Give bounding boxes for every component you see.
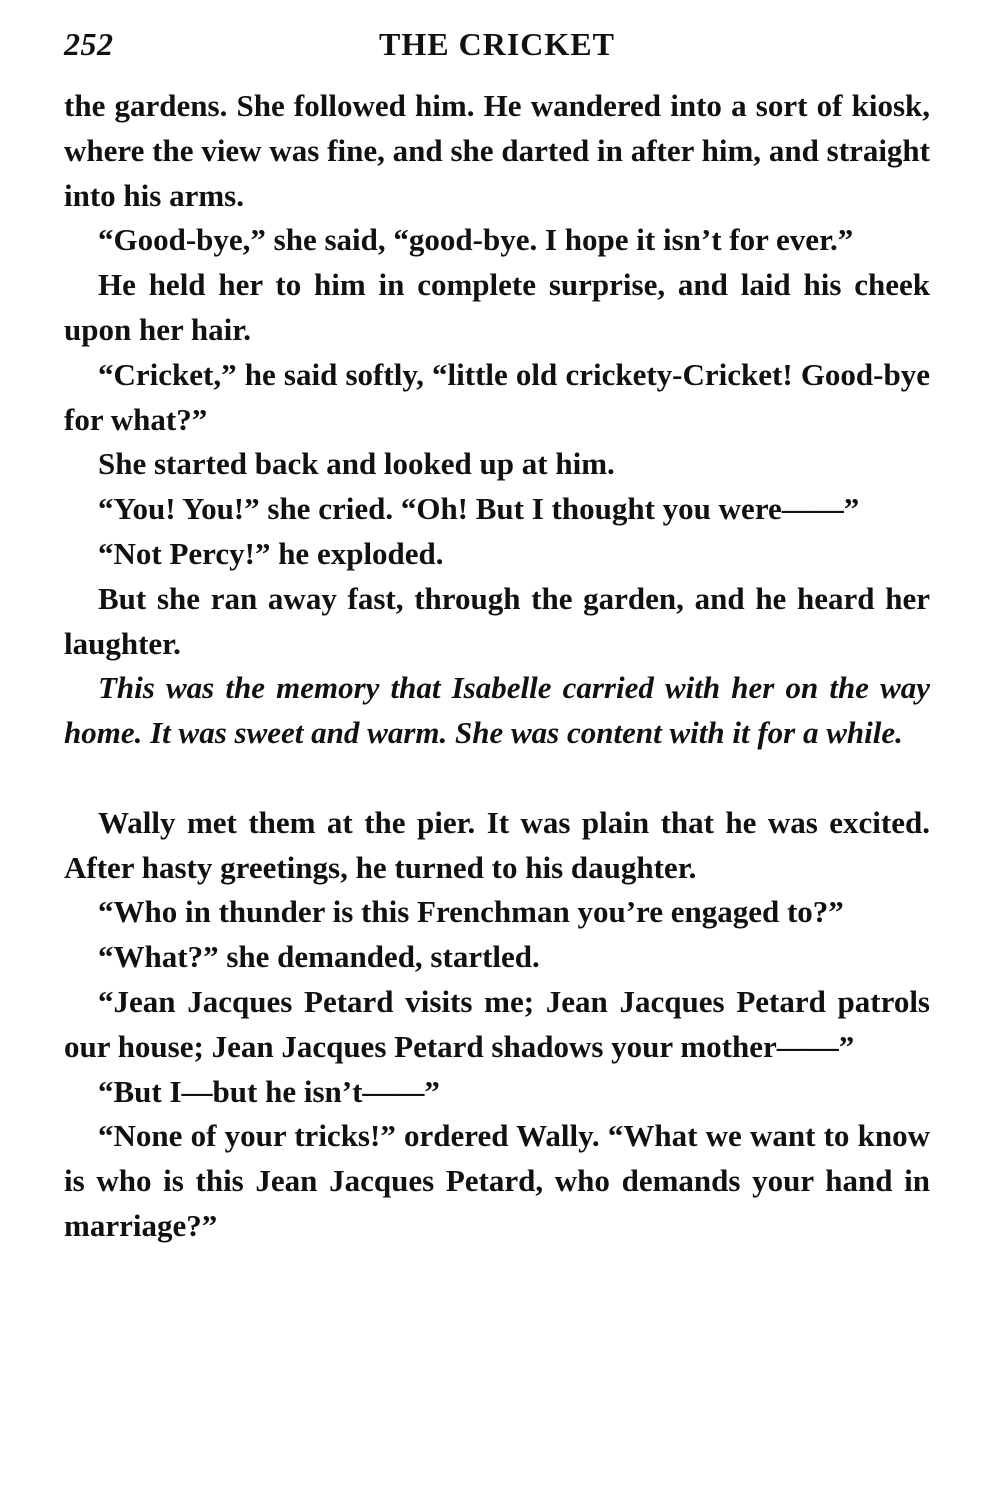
paragraph: the gardens. She followed him. He wandered into a sort of kiosk, where the view was fine, and she darted in after him, and straight into his arms. — [64, 88, 930, 213]
page-header — [64, 26, 930, 70]
running-title: THE CRICKET — [379, 26, 615, 62]
paragraph: “But I—but he isn’t——” — [98, 1073, 440, 1109]
paragraph: “Who in thunder is this Frenchman you’re engaged to?” — [98, 894, 844, 930]
paragraph: “None of your tricks!” ordered Wally. “What we want to know is who is this Jean Jacques Petard, who demands your hand in marriage?” — [64, 1118, 930, 1243]
paragraph: He held her to him in complete surprise, and laid his cheek upon her hair. — [64, 267, 930, 347]
paragraph: “Not Percy!” he exploded. — [98, 535, 444, 571]
paragraph: “You! You!” she cried. “Oh! But I thought you were——” — [98, 491, 860, 527]
paragraph: She started back and looked up at him. — [98, 446, 615, 482]
body-text — [64, 84, 930, 1249]
paragraph: “Jean Jacques Petard visits me; Jean Jacques Petard patrols our house; Jean Jacques Petard shadows your mother——” — [64, 983, 930, 1064]
paragraph: “Cricket,” he said softly, “little old crickety-Cricket! Good-bye for what?” — [64, 356, 930, 437]
page-number: 252 — [64, 26, 114, 62]
paragraph: “What?” she demanded, startled. — [98, 939, 540, 975]
paragraph: Wally met them at the pier. It was plain that he was excited. After hasty greetings, he turned to his daughter. — [64, 804, 930, 885]
paragraph: “Good-bye,” she said, “good-bye. I hope it isn’t for ever.” — [98, 222, 854, 258]
paragraph: This was the memory that Isabelle carried with her on the way home. It was sweet and warm. She was content with it for a while. — [64, 670, 930, 751]
paragraph: But she ran away fast, through the garden, and he heard her laughter. — [64, 580, 930, 661]
